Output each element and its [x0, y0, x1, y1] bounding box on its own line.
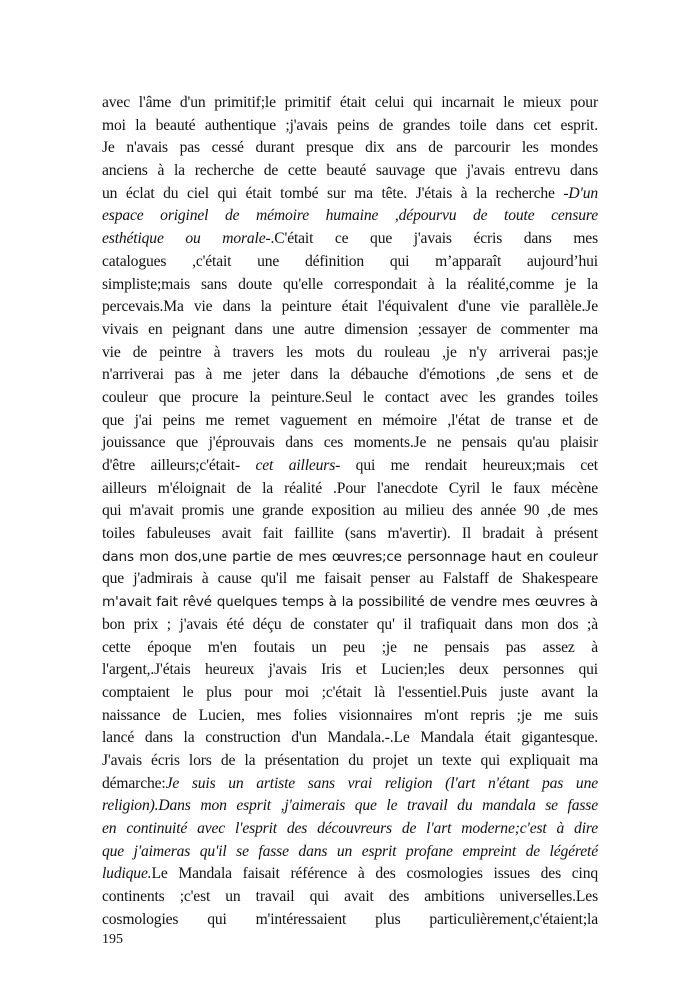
text-segment: couleur que procure la peinture.Seul le contact avec les grandes toiles: [102, 388, 598, 406]
text-line: [102, 637, 598, 660]
text-segment: toiles fabuleuses avait fait faillite (sans m'avertir). Il bradait à présent: [102, 525, 598, 543]
text-segment: qui m'avait promis une grande exposition au milieu des année 90 ,de mes: [102, 502, 598, 520]
text-line: [102, 795, 598, 818]
text-line: [102, 568, 598, 591]
text-segment: anciens à la recherche de cette beauté sauvage que j'avais entrevu dans: [102, 162, 598, 180]
text-segment: un éclat du ciel qui était tombé sur ma tête. J'étais à la recherche: [102, 184, 564, 202]
page-number: 195: [102, 932, 123, 947]
italic-text: esthétique ou morale-: [102, 230, 271, 248]
text-segment: catalogues ,c'était une définition qui m’apparaît aujourd’hui: [102, 252, 598, 270]
text-line: [102, 659, 598, 682]
text-line: [102, 478, 598, 501]
text-line: [102, 546, 598, 569]
text-line: [102, 274, 598, 297]
text-segment: l'argent,.J'étais heureux j'avais Iris et Lucien;les deux personnes qui: [102, 661, 598, 679]
text-line: [102, 500, 598, 523]
text-line: [102, 228, 598, 251]
text-line: [102, 410, 598, 433]
text-line: [102, 727, 598, 750]
italic-text: religion).Dans mon esprit ,j'aimerais que le travail du mandala se fasse: [102, 797, 598, 815]
text-segment: comptaient le plus pour moi ;c'était là l'essentiel.Puis juste avant la: [102, 683, 598, 701]
text-segment: cette époque m'en foutais un peu ;je ne pensais pas assez à: [102, 638, 598, 656]
text-line: [102, 251, 598, 274]
text-segment: démarche:: [102, 774, 166, 792]
text-segment: cosmologies qui m'intéressaient plus particulièrement,c'étaient;la: [102, 910, 598, 928]
text-line: [102, 750, 598, 773]
text-line: [102, 160, 598, 183]
italic-text: espace originel de mémoire humaine ,dépourvu de toute censure: [102, 207, 598, 225]
text-line: [102, 432, 598, 455]
text-line: [102, 205, 598, 228]
text-line: [102, 92, 598, 115]
text-segment: lancé dans la construction d'un Mandala.-.Le Mandala était gigantesque.: [102, 729, 598, 747]
text-line: [102, 115, 598, 138]
italic-text: en continuité avec l'esprit des découvreurs de l'art moderne;c'est à dire: [102, 820, 598, 837]
text-line: [102, 523, 598, 546]
text-segment: naissance de Lucien, mes folies visionnaires m'ont repris ;je me suis: [102, 706, 598, 724]
italic-text: Je suis un artiste sans vrai religion (l'art n'étant pas une: [165, 774, 598, 792]
text-line: [102, 387, 598, 410]
text-segment: simpliste;mais sans doute qu'elle correspondait à la réalité,comme je la: [102, 275, 598, 293]
text-segment: continents ;c'est un travail qui avait des ambitions universelles.Les: [102, 888, 598, 906]
text-line: [102, 705, 598, 728]
text-line: [102, 841, 598, 864]
text-segment: d'être ailleurs;c'était-: [102, 457, 256, 474]
italic-text: cet ailleurs-: [255, 457, 341, 474]
text-segment: percevais.Ma vie dans la peinture était l'équivalent d'une vie parallèle.Je: [102, 298, 598, 316]
text-segment: avec l'âme d'un primitif;le primitif était celui qui incarnait le mieux pour: [102, 94, 598, 111]
text-segment: vivais en peignant dans une autre dimension ;essayer de commenter ma: [102, 320, 598, 338]
body-text: [102, 92, 598, 931]
text-segment: J'avais écris lors de la présentation du projet un texte qui expliquait ma: [102, 751, 598, 769]
italic-text: -D'un: [563, 184, 598, 202]
text-segment: que j'admirais à cause qu'il me faisait penser au Falstaff de Shakespeare: [102, 570, 598, 588]
text-line: [102, 137, 598, 160]
text-segment: m'avait fait rêvé quelques temps à la possibilité de vendre mes œuvres à: [102, 594, 598, 611]
text-line: [102, 455, 598, 478]
text-line: [102, 909, 598, 932]
italic-text: ludique.: [102, 865, 152, 883]
text-segment: ailleurs m'éloignait de la réalité .Pour l'anecdote Cyril le faux mécène: [102, 479, 598, 497]
text-line: [102, 342, 598, 365]
text-segment: .C'était ce que j'avais écris dans mes: [270, 230, 598, 248]
text-segment: dans mon dos,une partie de mes œuvres;ce personnage haut en couleur: [102, 548, 598, 565]
text-segment: n'arriverai pas à me jeter dans la débauche d'émotions ,de sens et de: [102, 366, 598, 384]
text-line: [102, 364, 598, 387]
text-line: [102, 614, 598, 637]
text-line: [102, 682, 598, 705]
text-line: [102, 296, 598, 319]
text-segment: moi la beauté authentique ;j'avais peins de grandes toile dans cet esprit.: [102, 116, 598, 134]
text-segment: que j'ai peins me remet vaguement en mémoire ,l'état de transe et de: [102, 411, 598, 429]
text-line: [102, 886, 598, 909]
text-segment: jouissance que j'éprouvais dans ces moments.Je ne pensais qu'au plaisir: [102, 434, 598, 452]
italic-text: que j'aimeras qu'il se fasse dans un esprit profane empreint de légéreté: [102, 842, 598, 860]
text-line: [102, 863, 598, 886]
text-line: [102, 591, 598, 614]
text-segment: Le Mandala faisait référence à des cosmologies issues des cinq: [151, 865, 598, 883]
text-line: [102, 319, 598, 342]
text-line: [102, 818, 598, 841]
text-segment: bon prix ; j'avais été déçu de constater qu' il trafiquait dans mon dos ;à: [102, 615, 598, 633]
text-segment: vie de peintre à travers les mots du rouleau ,je n'y arriverai pas;je: [102, 343, 598, 361]
text-segment: qui me rendait heureux;mais cet: [340, 457, 598, 474]
text-line: [102, 773, 598, 796]
text-segment: Je n'avais pas cessé durant presque dix ans de parcourir les mondes: [102, 139, 598, 157]
text-line: [102, 183, 598, 206]
